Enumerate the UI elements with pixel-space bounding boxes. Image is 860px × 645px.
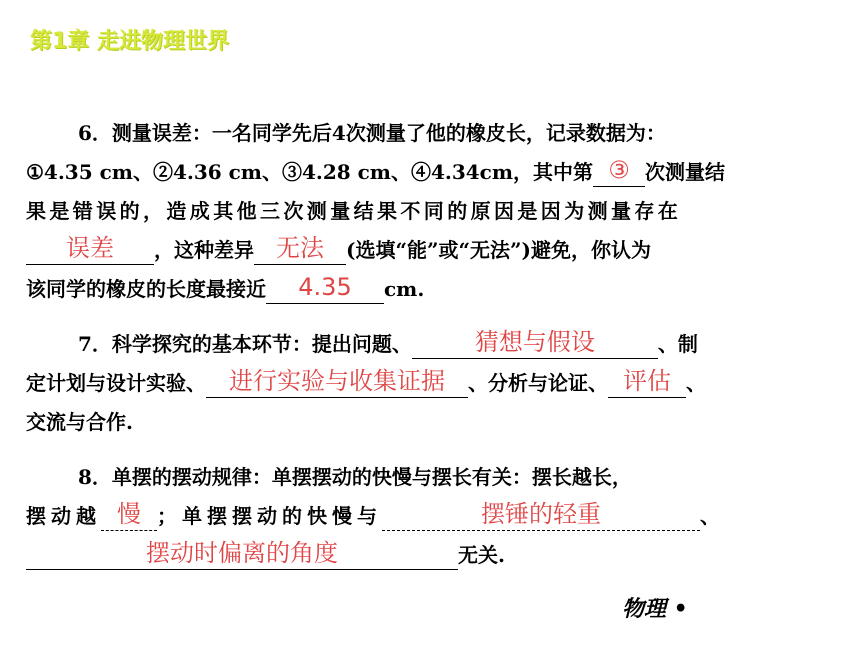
q6-line-1 bbox=[26, 118, 834, 148]
q7-answer-2: 进行实验与收集证据 bbox=[229, 367, 445, 395]
q8-blank-2 bbox=[382, 500, 700, 531]
q8-text: ；单摆摆动的快慢与 bbox=[157, 504, 382, 528]
q6-text: 次测量结 bbox=[645, 160, 726, 184]
q8-line-3 bbox=[26, 540, 834, 570]
q7-blank-2 bbox=[206, 367, 468, 398]
q7-blank-3 bbox=[608, 367, 686, 398]
q6-text: (选填“能”或“无法”)避免，你认为 bbox=[346, 238, 651, 262]
q6-line-4 bbox=[26, 235, 834, 265]
q6-text: cm. bbox=[384, 277, 425, 301]
chapter-title: 第1章 走进物理世界 bbox=[30, 29, 229, 54]
q8-answer-1: 慢 bbox=[117, 500, 141, 528]
q6-answer-3: 无法 bbox=[276, 234, 324, 262]
q6-text: 6．测量误差：一名同学先后4次测量了他的橡皮长，记录数据为： bbox=[78, 121, 666, 145]
q7-answer-3: 评估 bbox=[623, 367, 671, 395]
q8-answer-3: 摆动时偏离的角度 bbox=[146, 539, 338, 567]
q6-text: 该同学的橡皮的长度最接近 bbox=[26, 277, 266, 301]
q8-blank-3 bbox=[26, 539, 458, 570]
q7-text: 、 bbox=[686, 371, 706, 395]
q7-text: 、分析与论证、 bbox=[468, 371, 608, 395]
q6-blank-1 bbox=[593, 156, 645, 187]
q7-text: 、制 bbox=[657, 332, 698, 356]
q8-text: 无关. bbox=[458, 543, 505, 567]
q8-line-2 bbox=[26, 501, 834, 531]
q7-line-1 bbox=[26, 329, 834, 359]
q6-line-5 bbox=[26, 274, 834, 304]
q8-text: 摆动越 bbox=[26, 504, 101, 528]
q8-answer-2: 摆锤的轻重 bbox=[481, 500, 601, 528]
q6-text: ，这种差异 bbox=[154, 238, 254, 262]
q8-text: 、 bbox=[700, 504, 725, 528]
q6-answer-2: 误差 bbox=[66, 234, 114, 262]
subject-footer: 物理 • bbox=[622, 596, 688, 622]
q6-answer-4: 4.35 bbox=[298, 273, 352, 301]
q6-blank-2 bbox=[26, 234, 154, 265]
q6-text: ①4.35 cm、②4.36 cm、③4.28 cm、④4.34cm，其中第 bbox=[26, 160, 594, 184]
q7-answer-1: 猜想与假设 bbox=[474, 328, 595, 356]
q7-blank-1 bbox=[412, 328, 658, 359]
q6-line-3 bbox=[26, 196, 834, 226]
q8-blank-1 bbox=[101, 500, 157, 531]
q7-text: 交流与合作. bbox=[26, 410, 133, 434]
q6-blank-4 bbox=[266, 273, 384, 304]
q6-text: 果是错误的，造成其他三次测量结果不同的原因是因为测量存在 bbox=[26, 199, 682, 223]
q7-text: 定计划与设计实验、 bbox=[26, 371, 206, 395]
q7-text: 7．科学探究的基本环节：提出问题、 bbox=[78, 332, 412, 356]
q8-text: 8．单摆的摆动规律：单摆摆动的快慢与摆长有关：摆长越长， bbox=[78, 465, 632, 489]
q6-answer-1: ③ bbox=[608, 156, 630, 184]
q6-line-2 bbox=[26, 157, 834, 187]
q6-blank-3 bbox=[254, 234, 346, 265]
q7-line-2 bbox=[26, 368, 834, 398]
q8-line-1 bbox=[26, 462, 834, 492]
q7-line-3 bbox=[26, 407, 834, 437]
